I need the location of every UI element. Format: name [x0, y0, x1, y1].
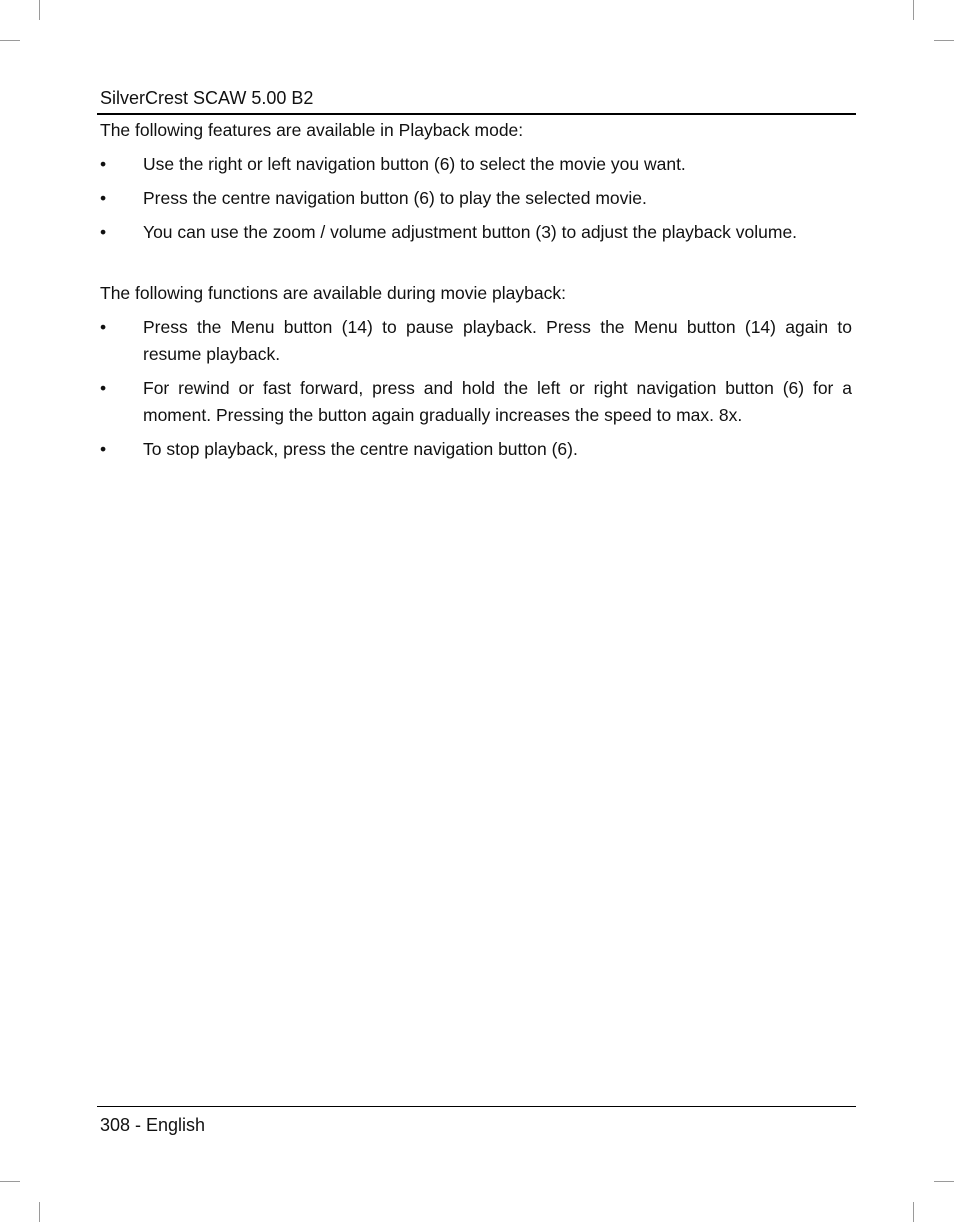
- footer-divider: [97, 1106, 856, 1107]
- section-intro: The following features are available in Playback mode:: [100, 120, 524, 140]
- crop-mark-top-left-horizontal: [0, 40, 20, 41]
- bullet-icon: •: [100, 439, 107, 459]
- bullet-list: [100, 151, 852, 246]
- bullet-icon: •: [100, 222, 107, 242]
- list-item: [100, 151, 852, 178]
- header-divider: [97, 113, 856, 115]
- list-item-text: For rewind or fast forward, press and hold the left or right navigation button (6) for a moment. Pressing the button again gradually increases the speed to max. 8x.: [143, 378, 852, 425]
- bullet-icon: •: [100, 317, 107, 337]
- list-item-text: Use the right or left navigation button (6) to select the movie you want.: [143, 154, 686, 174]
- crop-mark-top-right-horizontal: [934, 40, 954, 41]
- crop-mark-top-left-vertical: [39, 0, 40, 20]
- page-number: 308 - English: [100, 1115, 206, 1135]
- list-item: [100, 185, 852, 212]
- list-item-text: Press the centre navigation button (6) to play the selected movie.: [143, 188, 647, 208]
- crop-mark-bottom-right-vertical: [913, 1202, 914, 1222]
- list-item: [100, 314, 852, 368]
- section-spacer: [100, 246, 852, 280]
- bullet-icon: •: [100, 188, 107, 208]
- list-item: [100, 436, 852, 463]
- list-item-text: You can use the zoom / volume adjustment button (3) to adjust the playback volume.: [143, 222, 798, 242]
- list-item: [100, 375, 852, 429]
- crop-mark-top-right-vertical: [913, 0, 914, 20]
- bullet-icon: •: [100, 378, 107, 398]
- section-intro: The following functions are available during movie playback:: [100, 283, 566, 303]
- list-item: [100, 219, 852, 246]
- bullet-icon: •: [100, 154, 107, 174]
- page-header: SilverCrest SCAW 5.00 B2: [100, 88, 314, 108]
- crop-mark-bottom-left-vertical: [39, 1202, 40, 1222]
- list-item-text: Press the Menu button (14) to pause playback. Press the Menu button (14) again to resume playback.: [143, 317, 852, 364]
- page-content: [100, 117, 852, 470]
- crop-mark-bottom-right-horizontal: [934, 1181, 954, 1182]
- list-item-text: To stop playback, press the centre navigation button (6).: [143, 439, 578, 459]
- bullet-list: [100, 314, 852, 463]
- crop-mark-bottom-left-horizontal: [0, 1181, 20, 1182]
